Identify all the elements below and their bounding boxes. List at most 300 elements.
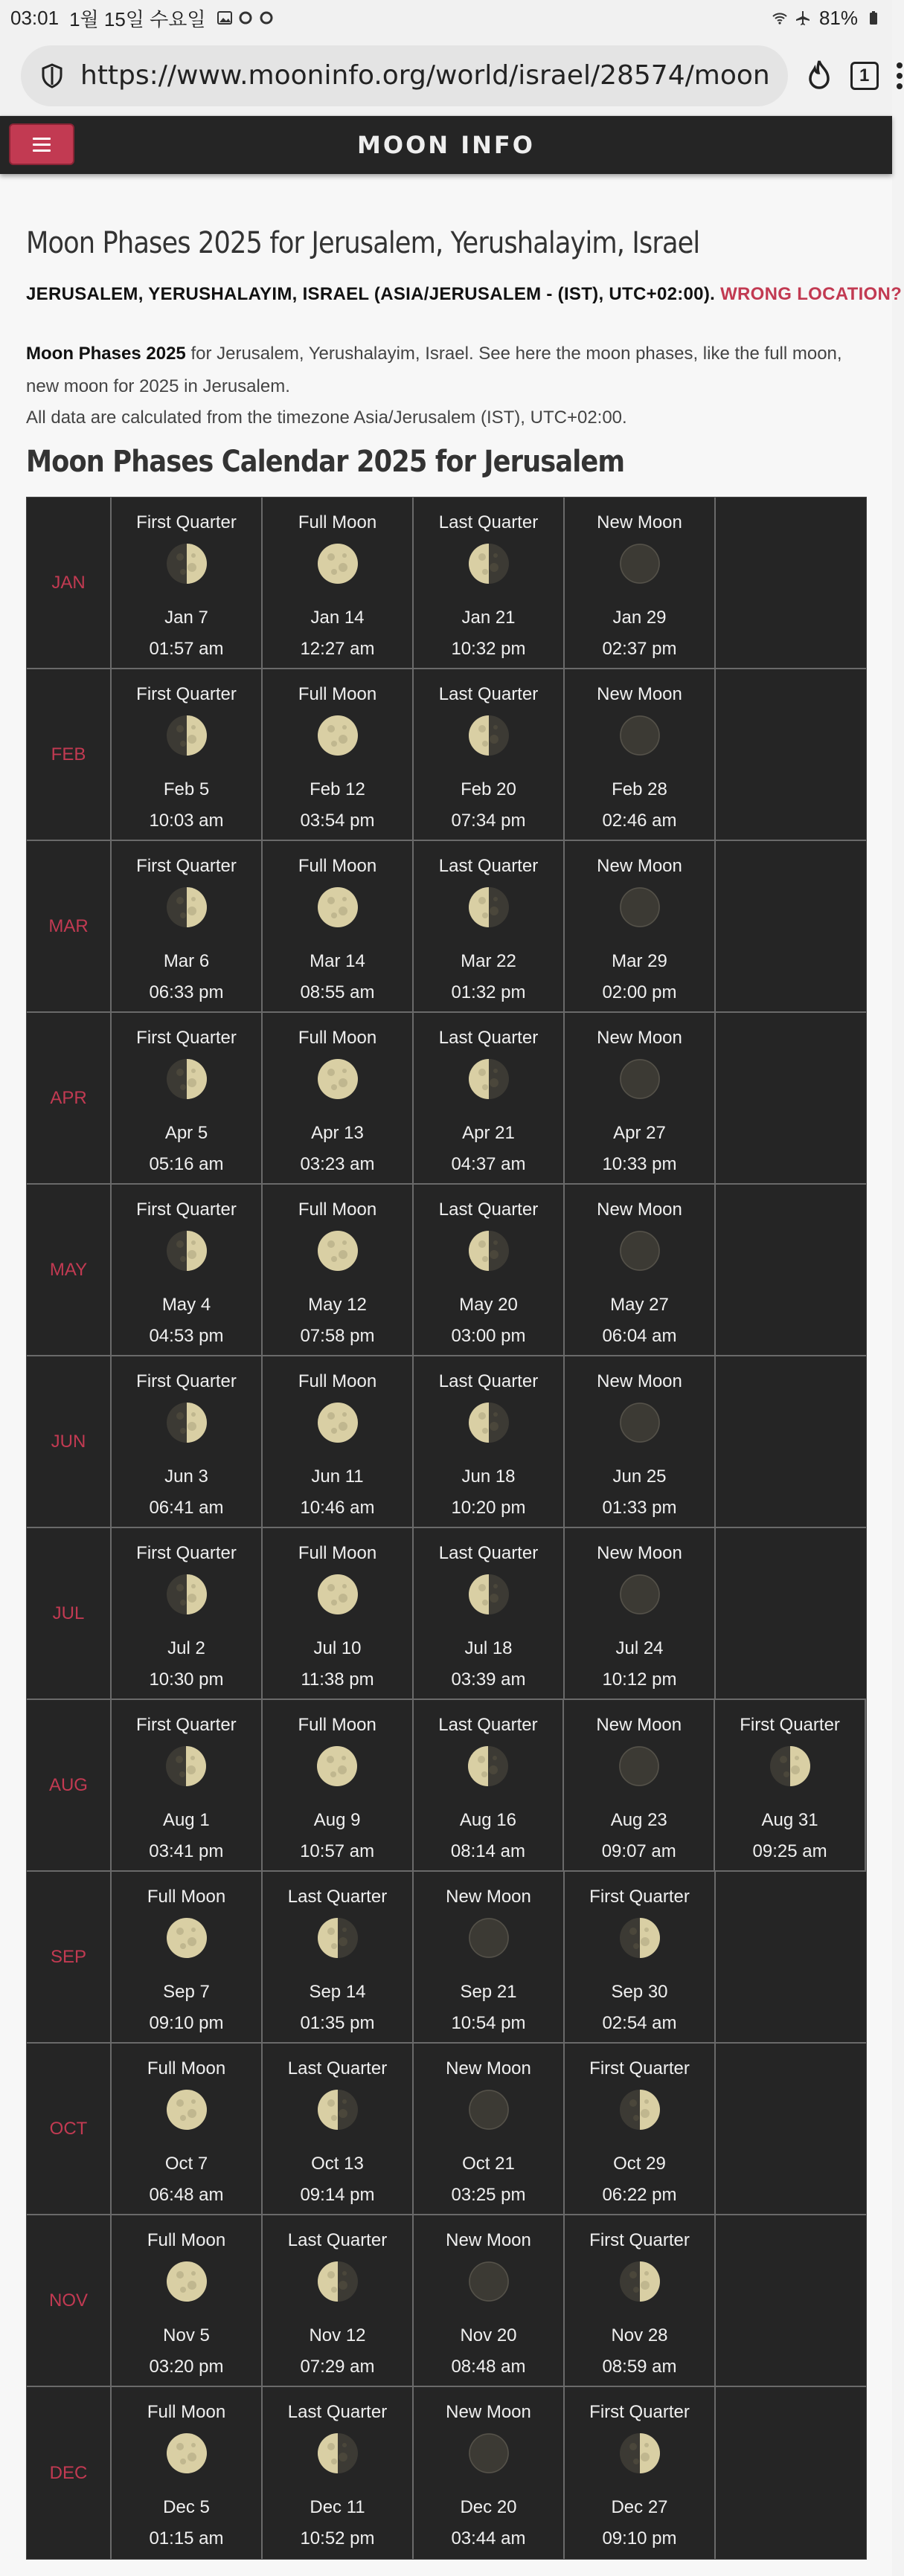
month-label: DEC (27, 2387, 112, 2559)
first-quarter-moon-icon (165, 1229, 208, 1272)
phase-date: Aug 9 (313, 1810, 361, 1830)
phase-name: Full Moon (298, 856, 377, 876)
new-moon-icon (618, 542, 661, 585)
phase-date: Mar 22 (461, 951, 516, 971)
phase-name: First Quarter (136, 512, 237, 532)
first-quarter-moon-icon (165, 1573, 208, 1616)
phase-time: 10:20 pm (451, 1498, 526, 1518)
phase-date: Oct 21 (462, 2154, 515, 2174)
tab-count: 1 (850, 62, 879, 90)
phase-time: 02:46 am (602, 811, 677, 831)
full-moon-icon (316, 886, 359, 929)
phase-name: Full Moon (298, 684, 377, 704)
ring-icon (258, 10, 275, 26)
phase-date: Jun 3 (164, 1466, 208, 1487)
hamburger-icon (33, 149, 51, 152)
phase-time: 10:52 pm (300, 2528, 375, 2548)
phase-time: 03:41 pm (149, 1841, 224, 1861)
last-quarter-moon-icon (316, 2088, 359, 2131)
phase-cell (565, 1356, 716, 1527)
phase-name: Last Quarter (438, 856, 539, 876)
phase-time: 09:10 pm (602, 2528, 677, 2548)
phase-cell (414, 669, 565, 840)
month-row (27, 2387, 866, 2559)
phase-time: 12:27 am (300, 639, 375, 659)
phase-cell (263, 1872, 414, 2042)
new-moon-icon (618, 886, 661, 929)
last-quarter-moon-icon (467, 1229, 510, 1272)
phase-time: 01:33 pm (602, 1498, 677, 1518)
shield-icon[interactable] (39, 62, 65, 89)
phase-name: First Quarter (589, 2230, 690, 2250)
phase-time: 03:25 pm (451, 2185, 526, 2205)
month-row (27, 498, 866, 669)
timezone-note: All data are calculated from the timezone Asia/Jerusalem (IST), UTC+02:00. (26, 408, 627, 428)
phase-cell (263, 1700, 414, 1870)
phase-cell (564, 1700, 715, 1870)
flame-icon (804, 59, 834, 92)
phase-name: First Quarter (136, 1200, 237, 1220)
status-bar (0, 0, 892, 36)
more-vertical-icon (895, 61, 904, 91)
phase-date: Mar 6 (163, 951, 210, 971)
phase-date: Dec 27 (611, 2497, 668, 2517)
phase-cell (112, 1528, 263, 1698)
first-quarter-moon-icon (618, 2088, 661, 2131)
first-quarter-moon-icon (618, 2260, 661, 2303)
phase-time: 08:14 am (450, 1841, 525, 1861)
phase-name: First Quarter (589, 2058, 690, 2078)
phase-name: Last Quarter (287, 1887, 388, 1907)
phase-cell (565, 841, 716, 1011)
phase-name: First Quarter (589, 2402, 690, 2422)
phase-cell (414, 1356, 565, 1527)
phase-cell (414, 841, 565, 1011)
full-moon-icon (316, 714, 359, 757)
empty-cell (716, 2387, 866, 2559)
phase-name: New Moon (446, 2058, 531, 2078)
empty-cell (716, 841, 866, 1011)
phase-time: 06:04 am (602, 1326, 677, 1346)
phase-cell (414, 1872, 565, 2042)
phase-time: 03:20 pm (149, 2357, 224, 2377)
full-moon-icon (316, 1401, 359, 1444)
last-quarter-moon-icon (467, 542, 510, 585)
new-moon-icon (618, 1573, 661, 1616)
phase-time: 03:39 am (451, 1669, 526, 1690)
month-label: MAR (27, 841, 112, 1011)
first-quarter-moon-icon (165, 714, 208, 757)
phase-date: May 27 (610, 1295, 669, 1315)
new-moon-icon (467, 1916, 510, 1960)
phase-name: Last Quarter (287, 2402, 388, 2422)
phase-date: Oct 29 (613, 2154, 666, 2174)
airplane-icon (795, 10, 812, 26)
phase-date: Dec 11 (310, 2497, 365, 2517)
phase-time: 01:57 am (149, 639, 224, 659)
phase-cell (414, 1528, 565, 1698)
last-quarter-moon-icon (467, 1401, 510, 1444)
phase-cell (414, 498, 565, 668)
phase-name: New Moon (446, 1887, 531, 1907)
phase-time: 01:15 am (149, 2528, 224, 2548)
phase-cell (715, 1700, 866, 1870)
phase-name: New Moon (597, 1028, 682, 1048)
phase-name: Full Moon (298, 1200, 377, 1220)
phase-name: Full Moon (298, 512, 377, 532)
first-quarter-moon-icon (618, 2432, 661, 2475)
phase-time: 09:07 am (601, 1841, 676, 1861)
phase-date: Jun 18 (461, 1466, 516, 1487)
month-label: JUL (27, 1528, 112, 1698)
phase-cell (263, 2387, 414, 2559)
phase-cell (565, 1185, 716, 1355)
phase-date: Jul 24 (615, 1638, 664, 1658)
full-moon-icon (165, 1916, 208, 1960)
phase-date: Mar 14 (310, 951, 365, 971)
phase-cell (112, 669, 263, 840)
last-quarter-moon-icon (316, 1916, 359, 1960)
phase-name: Last Quarter (438, 1200, 539, 1220)
phase-name: First Quarter (740, 1715, 840, 1735)
full-moon-icon (165, 2260, 208, 2303)
empty-cell (716, 1185, 866, 1355)
intro-bold: Moon Phases 2025 (26, 344, 186, 364)
phase-date: Sep 30 (611, 1982, 668, 2002)
phase-name: First Quarter (589, 1887, 690, 1907)
phase-name: Full Moon (147, 2230, 226, 2250)
phase-cell (263, 669, 414, 840)
phase-cell (112, 2215, 263, 2386)
phase-time: 09:25 am (752, 1841, 827, 1861)
phase-name: New Moon (597, 684, 682, 704)
full-moon-icon (316, 1229, 359, 1272)
phase-time: 10:46 am (300, 1498, 375, 1518)
phase-cell (112, 2044, 263, 2214)
site-title[interactable]: MOON INFO (357, 131, 535, 159)
full-moon-icon (316, 542, 359, 585)
phase-name: Full Moon (147, 2402, 226, 2422)
hamburger-icon (33, 138, 51, 140)
phase-date: Feb 12 (310, 779, 365, 799)
first-quarter-moon-icon (165, 1057, 208, 1101)
new-moon-icon (618, 1229, 661, 1272)
phase-time: 10:32 pm (451, 639, 526, 659)
phase-cell (414, 2044, 565, 2214)
flame-button[interactable] (804, 55, 834, 97)
first-quarter-moon-icon (769, 1745, 812, 1788)
phase-cell (565, 2387, 716, 2559)
phase-date: Dec 5 (163, 2497, 210, 2517)
phase-date: Jun 11 (311, 1466, 364, 1487)
phase-time: 06:41 am (149, 1498, 224, 1518)
phase-date: Feb 28 (612, 779, 667, 799)
phase-cell (414, 2387, 565, 2559)
phase-cell (565, 1528, 716, 1698)
phase-date: May 4 (161, 1295, 211, 1315)
empty-cell (716, 1872, 866, 2042)
phase-time: 01:35 pm (300, 2013, 375, 2033)
month-label: JAN (27, 498, 112, 668)
first-quarter-moon-icon (618, 1916, 661, 1960)
phase-name: Full Moon (298, 1715, 376, 1735)
phase-name: Full Moon (298, 1543, 377, 1563)
phase-date: Nov 5 (163, 2325, 210, 2345)
phase-date: Jan 29 (612, 608, 667, 628)
empty-cell (716, 1528, 866, 1698)
phase-cell (112, 1872, 263, 2042)
intro-paragraph (26, 338, 866, 403)
phase-name: New Moon (596, 1715, 682, 1735)
phase-cell (414, 1700, 565, 1870)
new-moon-icon (618, 1401, 661, 1444)
phase-time: 06:22 pm (602, 2185, 677, 2205)
phase-name: Full Moon (147, 2058, 226, 2078)
phase-time: 07:34 pm (451, 811, 526, 831)
phase-time: 06:33 pm (149, 982, 224, 1002)
battery-level: 81% (818, 6, 858, 29)
phase-time: 08:48 am (451, 2357, 526, 2377)
phase-date: Feb 20 (461, 779, 516, 799)
phase-cell (565, 1872, 716, 2042)
moon-phase-calendar (26, 497, 867, 2560)
phase-cell (263, 1185, 414, 1355)
page-title: Moon Phases 2025 for Jerusalem, Yerushalayim, Israel (26, 226, 700, 260)
month-row (27, 841, 866, 1013)
month-label: FEB (27, 669, 112, 840)
wifi-icon (772, 10, 788, 26)
phase-date: Aug 16 (459, 1810, 516, 1830)
browser-menu-button[interactable] (895, 55, 904, 97)
phase-name: Last Quarter (438, 512, 539, 532)
month-label: AUG (27, 1700, 112, 1870)
phase-time: 03:54 pm (300, 811, 375, 831)
month-row (27, 1528, 866, 1700)
phase-name: Last Quarter (438, 1543, 539, 1563)
full-moon-icon (165, 2432, 208, 2475)
empty-cell (716, 669, 866, 840)
phase-name: Full Moon (298, 1028, 377, 1048)
phase-time: 07:29 am (300, 2357, 375, 2377)
phase-date: Sep 7 (163, 1982, 210, 2002)
phase-time: 04:53 pm (149, 1326, 224, 1346)
phase-name: New Moon (597, 1371, 682, 1391)
site-header (0, 116, 892, 174)
phase-name: First Quarter (136, 1371, 237, 1391)
phase-time: 02:37 pm (602, 639, 677, 659)
phase-time: 10:30 pm (149, 1669, 224, 1690)
wrong-location-link[interactable]: WRONG LOCATION? (720, 284, 903, 304)
phase-date: Mar 29 (612, 951, 667, 971)
empty-cell (716, 2044, 866, 2214)
phase-cell (414, 1013, 565, 1183)
phase-time: 02:54 am (602, 2013, 677, 2033)
phase-date: Aug 23 (610, 1810, 667, 1830)
phase-time: 10:03 am (149, 811, 224, 831)
phase-date: Oct 7 (164, 2154, 208, 2174)
phase-date: Oct 13 (311, 2154, 364, 2174)
address-bar[interactable] (21, 45, 788, 106)
phase-date: Jul 18 (464, 1638, 513, 1658)
phase-name: New Moon (597, 1200, 682, 1220)
month-label: SEP (27, 1872, 112, 2042)
phase-date: Apr 27 (613, 1123, 666, 1143)
phase-cell (112, 2387, 263, 2559)
empty-cell (716, 1356, 866, 1527)
hamburger-icon (33, 144, 51, 146)
phase-cell (263, 2044, 414, 2214)
month-label: OCT (27, 2044, 112, 2214)
phase-name: First Quarter (136, 684, 237, 704)
phase-name: Last Quarter (438, 684, 539, 704)
phase-time: 04:37 am (451, 1154, 526, 1174)
url-text[interactable]: https://www.mooninfo.org/world/israel/28574/moon (80, 60, 770, 91)
phase-cell (263, 1528, 414, 1698)
full-moon-icon (315, 1745, 359, 1788)
phase-date: May 20 (459, 1295, 518, 1315)
phase-date: Jan 14 (310, 608, 365, 628)
main-content (0, 174, 903, 2576)
browser-toolbar (0, 36, 892, 116)
phase-cell (112, 1700, 263, 1870)
full-moon-icon (316, 1057, 359, 1101)
phase-time: 01:32 pm (451, 982, 526, 1002)
phase-name: Last Quarter (287, 2058, 388, 2078)
phase-name: Last Quarter (287, 2230, 388, 2250)
last-quarter-moon-icon (467, 886, 510, 929)
month-row (27, 2044, 866, 2215)
phase-name: Last Quarter (438, 1715, 538, 1735)
first-quarter-moon-icon (165, 886, 208, 929)
gallery-icon (217, 10, 233, 26)
phase-time: 10:54 pm (451, 2013, 526, 2033)
phase-date: Nov 20 (460, 2325, 517, 2345)
new-moon-icon (618, 714, 661, 757)
phase-time: 05:16 am (149, 1154, 224, 1174)
new-moon-icon (467, 2088, 510, 2131)
phase-name: New Moon (597, 856, 682, 876)
new-moon-icon (618, 1745, 661, 1788)
menu-button[interactable] (9, 123, 74, 165)
phase-name: Full Moon (298, 1371, 377, 1391)
phase-time: 03:23 am (300, 1154, 375, 1174)
phase-time: 02:00 pm (602, 982, 677, 1002)
phase-date: Aug 31 (761, 1810, 818, 1830)
phase-date: Jun 25 (612, 1466, 667, 1487)
new-moon-icon (467, 2432, 510, 2475)
phase-date: Feb 5 (163, 779, 210, 799)
phase-date: Aug 1 (162, 1810, 210, 1830)
phase-date: Jan 7 (164, 608, 208, 628)
phase-name: First Quarter (136, 856, 237, 876)
last-quarter-moon-icon (467, 714, 510, 757)
phase-name: First Quarter (136, 1543, 237, 1563)
status-date: 1월 15일 수요일 (69, 7, 206, 30)
empty-cell (716, 498, 866, 668)
phase-cell (263, 1356, 414, 1527)
month-label: MAY (27, 1185, 112, 1355)
phase-name: New Moon (446, 2230, 531, 2250)
tabs-button[interactable] (850, 55, 879, 97)
phase-cell (112, 1013, 263, 1183)
phase-date: Apr 5 (164, 1123, 208, 1143)
first-quarter-moon-icon (165, 1401, 208, 1444)
last-quarter-moon-icon (467, 1745, 510, 1788)
phase-name: First Quarter (136, 1028, 237, 1048)
phase-time: 09:10 pm (149, 2013, 224, 2033)
full-moon-icon (316, 1573, 359, 1616)
month-row (27, 1700, 866, 1872)
phase-cell (263, 1013, 414, 1183)
phase-time: 10:57 am (300, 1841, 375, 1861)
phase-date: Apr 21 (462, 1123, 515, 1143)
phase-time: 07:58 pm (300, 1326, 375, 1346)
phase-date: Jul 2 (167, 1638, 205, 1658)
location-line (26, 284, 903, 305)
phase-time: 08:59 am (602, 2357, 677, 2377)
phase-name: New Moon (597, 512, 682, 532)
month-label: JUN (27, 1356, 112, 1527)
month-row (27, 1013, 866, 1185)
full-moon-icon (165, 2088, 208, 2131)
calendar-title: Moon Phases Calendar 2025 for Jerusalem (26, 445, 625, 479)
last-quarter-moon-icon (316, 2260, 359, 2303)
phase-time: 11:38 pm (301, 1669, 374, 1690)
phase-cell (565, 669, 716, 840)
location-text: JERUSALEM, YERUSHALAYIM, ISRAEL (ASIA/JERUSALEM - (IST), UTC+02:00). (26, 284, 716, 304)
last-quarter-moon-icon (467, 1573, 510, 1616)
phase-time: 06:48 am (149, 2185, 224, 2205)
phase-name: Last Quarter (438, 1028, 539, 1048)
phase-name: Full Moon (147, 1887, 226, 1907)
phase-cell (263, 2215, 414, 2386)
phase-cell (414, 1185, 565, 1355)
phase-name: New Moon (597, 1543, 682, 1563)
new-moon-icon (467, 2260, 510, 2303)
phase-name: First Quarter (135, 1715, 237, 1735)
phase-cell (112, 498, 263, 668)
phase-cell (565, 2044, 716, 2214)
month-row (27, 1185, 866, 1356)
battery-icon (865, 10, 882, 26)
status-time: 03:01 (10, 6, 60, 29)
phase-cell (112, 1356, 263, 1527)
phase-time: 03:44 am (451, 2528, 526, 2548)
phase-time: 10:33 pm (602, 1154, 677, 1174)
phase-cell (565, 498, 716, 668)
empty-cell (716, 2215, 866, 2386)
phase-date: Jul 10 (313, 1638, 362, 1658)
month-row (27, 2215, 866, 2387)
phase-date: Jan 21 (461, 608, 516, 628)
phase-cell (414, 2215, 565, 2386)
phase-name: Last Quarter (438, 1371, 539, 1391)
phase-date: Sep 14 (309, 1982, 366, 2002)
first-quarter-moon-icon (164, 1745, 208, 1788)
phase-cell (263, 498, 414, 668)
phase-time: 08:55 am (300, 982, 375, 1002)
month-row (27, 1872, 866, 2044)
last-quarter-moon-icon (316, 2432, 359, 2475)
ring-icon (237, 10, 254, 26)
phase-time: 09:14 pm (300, 2185, 375, 2205)
last-quarter-moon-icon (467, 1057, 510, 1101)
phase-date: Nov 28 (611, 2325, 668, 2345)
phase-cell (112, 1185, 263, 1355)
empty-cell (716, 1013, 866, 1183)
month-row (27, 1356, 866, 1528)
month-label: NOV (27, 2215, 112, 2386)
